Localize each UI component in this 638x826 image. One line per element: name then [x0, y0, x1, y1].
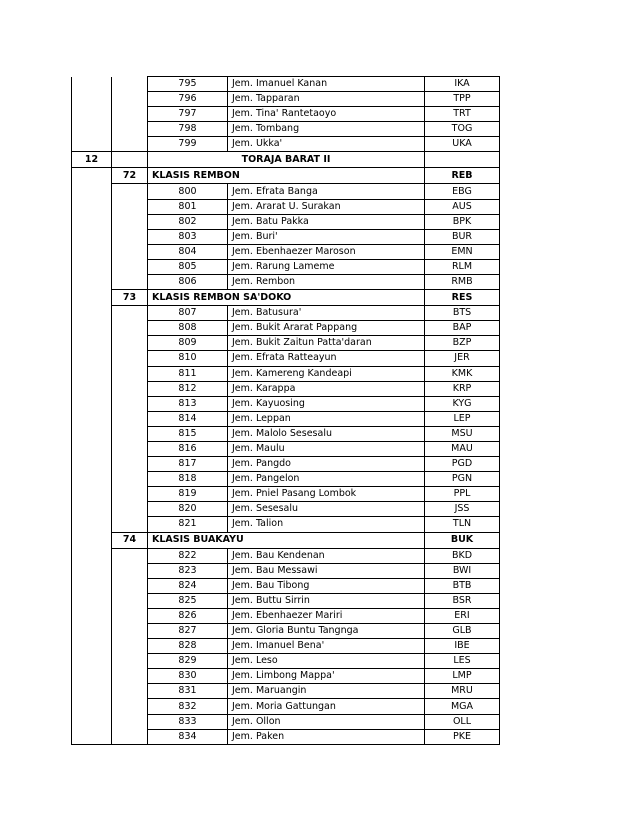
row-number: 829: [148, 654, 228, 669]
table-row: [72, 457, 500, 472]
congregation-code: TOG: [425, 122, 500, 137]
section-title: TORAJA BARAT II: [148, 152, 425, 168]
row-number: 795: [148, 77, 228, 92]
merge-cell-klasis: [112, 306, 148, 321]
merge-cell-region: [72, 608, 112, 623]
row-number: 825: [148, 593, 228, 608]
merge-cell-region: [72, 77, 112, 92]
congregation-name: Jem. Sesesalu: [228, 502, 425, 517]
merge-cell-klasis: [112, 214, 148, 229]
congregation-name: Jem. Imanuel Bena': [228, 639, 425, 654]
row-number: 828: [148, 639, 228, 654]
section-row: [72, 152, 500, 168]
congregation-name: Jem. Tapparan: [228, 92, 425, 107]
merge-cell-klasis: [112, 457, 148, 472]
merge-cell-region: [72, 502, 112, 517]
klasis-name: KLASIS REMBON SA'DOKO: [148, 290, 425, 306]
merge-cell-region: [72, 381, 112, 396]
row-number: 810: [148, 351, 228, 366]
klasis-name: KLASIS BUAKAYU: [148, 532, 425, 548]
congregation-name: Jem. Kayuosing: [228, 396, 425, 411]
congregation-name: Jem. Moria Gattungan: [228, 699, 425, 714]
table-row: [72, 336, 500, 351]
congregation-code: EBG: [425, 184, 500, 199]
congregation-name: Jem. Ollon: [228, 714, 425, 729]
table-row: [72, 77, 500, 92]
congregation-code: PGN: [425, 472, 500, 487]
table-row: [72, 411, 500, 426]
table-row: [72, 122, 500, 137]
congregation-name: Jem. Pangelon: [228, 472, 425, 487]
table-row: [72, 92, 500, 107]
merge-cell-klasis: [112, 654, 148, 669]
merge-cell-region: [72, 654, 112, 669]
congregation-code: BWI: [425, 563, 500, 578]
merge-cell-klasis: [112, 669, 148, 684]
congregation-name: Jem. Batu Pakka: [228, 214, 425, 229]
congregation-code: BTB: [425, 578, 500, 593]
merge-cell-klasis: [112, 472, 148, 487]
merge-cell-region: [72, 669, 112, 684]
merge-cell-klasis: [112, 351, 148, 366]
row-number: 809: [148, 336, 228, 351]
merge-cell-region: [72, 729, 112, 744]
congregation-code: KMK: [425, 366, 500, 381]
row-number: 820: [148, 502, 228, 517]
table-row: [72, 381, 500, 396]
merge-cell-region: [72, 199, 112, 214]
row-number: 804: [148, 244, 228, 259]
section-number: 12: [72, 152, 112, 168]
merge-cell-klasis: [112, 714, 148, 729]
merge-cell-klasis: [112, 321, 148, 336]
klasis-code: BUK: [425, 532, 500, 548]
merge-cell-region: [72, 366, 112, 381]
row-number: 813: [148, 396, 228, 411]
klasis-header-row: [72, 168, 500, 184]
merge-cell-region: [72, 275, 112, 290]
row-number: 805: [148, 259, 228, 274]
merge-cell-klasis: [112, 487, 148, 502]
merge-cell-klasis: [112, 137, 148, 152]
row-number: 802: [148, 214, 228, 229]
merge-cell-klasis: [112, 593, 148, 608]
table-row: [72, 184, 500, 199]
congregation-code: AUS: [425, 199, 500, 214]
congregation-code: BAP: [425, 321, 500, 336]
row-number: 830: [148, 669, 228, 684]
merge-cell-region: [72, 351, 112, 366]
congregation-name: Jem. Ebenhaezer Maroson: [228, 244, 425, 259]
row-number: 799: [148, 137, 228, 152]
row-number: 822: [148, 548, 228, 563]
congregation-name: Jem. Ukka': [228, 137, 425, 152]
table-row: [72, 107, 500, 122]
congregation-name: Jem. Karappa: [228, 381, 425, 396]
congregation-code: MSU: [425, 426, 500, 441]
merge-cell-klasis: [112, 396, 148, 411]
row-number: 824: [148, 578, 228, 593]
table-row: [72, 229, 500, 244]
table-row: [72, 684, 500, 699]
merge-cell-klasis: [112, 381, 148, 396]
congregation-name: Jem. Kamereng Kandeapi: [228, 366, 425, 381]
merge-cell-region: [72, 426, 112, 441]
table-row: [72, 472, 500, 487]
merge-cell-region: [72, 441, 112, 456]
merge-cell-klasis: [112, 608, 148, 623]
merge-cell-klasis: [112, 502, 148, 517]
congregation-name: Jem. Ebenhaezer Mariri: [228, 608, 425, 623]
congregation-name: Jem. Rembon: [228, 275, 425, 290]
congregation-code: JER: [425, 351, 500, 366]
congregation-code: BUR: [425, 229, 500, 244]
merge-cell-klasis: [112, 729, 148, 744]
merge-cell-klasis: [112, 639, 148, 654]
merge-cell-region: [72, 517, 112, 532]
merge-cell-region: [72, 107, 112, 122]
merge-cell-region: [72, 714, 112, 729]
row-number: 803: [148, 229, 228, 244]
table-row: [72, 275, 500, 290]
congregation-code: TLN: [425, 517, 500, 532]
row-number: 831: [148, 684, 228, 699]
table-row: [72, 593, 500, 608]
table-row: [72, 714, 500, 729]
church-register-table: [71, 76, 500, 745]
merge-cell-region: [72, 532, 112, 548]
table-body: [72, 77, 500, 745]
table-row: [72, 729, 500, 744]
row-number: 827: [148, 624, 228, 639]
merge-cell-klasis: [112, 229, 148, 244]
klasis-name: KLASIS REMBON: [148, 168, 425, 184]
congregation-code: BZP: [425, 336, 500, 351]
merge-cell-klasis: [112, 578, 148, 593]
table-row: [72, 654, 500, 669]
klasis-number: 72: [112, 168, 148, 184]
table-row: [72, 639, 500, 654]
klasis-code: RES: [425, 290, 500, 306]
congregation-name: Jem. Buttu Sirrin: [228, 593, 425, 608]
congregation-name: Jem. Bau Tibong: [228, 578, 425, 593]
congregation-code: MGA: [425, 699, 500, 714]
merge-cell-klasis: [112, 426, 148, 441]
table-row: [72, 426, 500, 441]
congregation-name: Jem. Batusura': [228, 306, 425, 321]
congregation-code: MAU: [425, 441, 500, 456]
congregation-code: KYG: [425, 396, 500, 411]
merge-cell-region: [72, 92, 112, 107]
merge-cell-region: [72, 472, 112, 487]
merge-cell-region: [72, 229, 112, 244]
table-row: [72, 396, 500, 411]
table-row: [72, 366, 500, 381]
table-row: [72, 259, 500, 274]
congregation-code: PKE: [425, 729, 500, 744]
congregation-name: Jem. Imanuel Kanan: [228, 77, 425, 92]
table-row: [72, 517, 500, 532]
congregation-name: Jem. Bau Messawi: [228, 563, 425, 578]
table-row: [72, 351, 500, 366]
section-code: [425, 152, 500, 168]
row-number: 797: [148, 107, 228, 122]
row-number: 811: [148, 366, 228, 381]
congregation-code: TRT: [425, 107, 500, 122]
table-row: [72, 137, 500, 152]
row-number: 819: [148, 487, 228, 502]
merge-cell-region: [72, 290, 112, 306]
table-row: [72, 608, 500, 623]
merge-cell-region: [72, 578, 112, 593]
merge-cell-region: [72, 699, 112, 714]
row-number: 814: [148, 411, 228, 426]
congregation-name: Jem. Gloria Buntu Tangnga: [228, 624, 425, 639]
table-row: [72, 699, 500, 714]
row-number: 834: [148, 729, 228, 744]
row-number: 823: [148, 563, 228, 578]
congregation-code: LEP: [425, 411, 500, 426]
congregation-code: LES: [425, 654, 500, 669]
merge-cell-klasis: [112, 275, 148, 290]
congregation-name: Jem. Efrata Banga: [228, 184, 425, 199]
congregation-code: RLM: [425, 259, 500, 274]
row-number: 821: [148, 517, 228, 532]
congregation-code: TPP: [425, 92, 500, 107]
merge-cell-klasis: [112, 548, 148, 563]
merge-cell-klasis: [112, 441, 148, 456]
congregation-code: LMP: [425, 669, 500, 684]
congregation-name: Jem. Maruangin: [228, 684, 425, 699]
merge-cell-region: [72, 396, 112, 411]
merge-cell-klasis: [112, 184, 148, 199]
table-row: [72, 487, 500, 502]
merge-cell-region: [72, 487, 112, 502]
congregation-name: Jem. Pangdo: [228, 457, 425, 472]
congregation-code: OLL: [425, 714, 500, 729]
merge-cell-klasis: [112, 411, 148, 426]
table-row: [72, 578, 500, 593]
table-row: [72, 624, 500, 639]
congregation-code: UKA: [425, 137, 500, 152]
merge-cell-region: [72, 259, 112, 274]
merge-cell-klasis: [112, 563, 148, 578]
congregation-code: MRU: [425, 684, 500, 699]
row-number: 816: [148, 441, 228, 456]
row-number: 798: [148, 122, 228, 137]
merge-cell-klasis: [112, 199, 148, 214]
klasis-header-row: [72, 532, 500, 548]
congregation-name: Jem. Paken: [228, 729, 425, 744]
merge-cell-region: [72, 411, 112, 426]
congregation-code: BKD: [425, 548, 500, 563]
congregation-name: Jem. Limbong Mappa': [228, 669, 425, 684]
merge-cell-klasis: [112, 244, 148, 259]
merge-cell-region: [72, 321, 112, 336]
merge-cell-klasis: [112, 107, 148, 122]
row-number: 815: [148, 426, 228, 441]
row-number: 826: [148, 608, 228, 623]
merge-cell-klasis: [112, 699, 148, 714]
merge-cell-region: [72, 137, 112, 152]
merge-cell-klasis: [112, 77, 148, 92]
merge-cell-region: [72, 168, 112, 184]
merge-cell-klasis: [112, 92, 148, 107]
row-number: 833: [148, 714, 228, 729]
merge-cell-region: [72, 336, 112, 351]
congregation-code: KRP: [425, 381, 500, 396]
row-number: 801: [148, 199, 228, 214]
congregation-code: ERI: [425, 608, 500, 623]
klasis-code: REB: [425, 168, 500, 184]
congregation-name: Jem. Ararat U. Surakan: [228, 199, 425, 214]
section-spacer: [112, 152, 148, 168]
row-number: 808: [148, 321, 228, 336]
congregation-code: RMB: [425, 275, 500, 290]
congregation-name: Jem. Maulu: [228, 441, 425, 456]
klasis-number: 74: [112, 532, 148, 548]
table-row: [72, 548, 500, 563]
table-row: [72, 244, 500, 259]
merge-cell-region: [72, 457, 112, 472]
table-row: [72, 306, 500, 321]
congregation-code: BSR: [425, 593, 500, 608]
congregation-name: Jem. Rarung Lameme: [228, 259, 425, 274]
merge-cell-klasis: [112, 259, 148, 274]
merge-cell-klasis: [112, 517, 148, 532]
congregation-name: Jem. Pniel Pasang Lombok: [228, 487, 425, 502]
congregation-code: EMN: [425, 244, 500, 259]
row-number: 800: [148, 184, 228, 199]
table-row: [72, 214, 500, 229]
merge-cell-region: [72, 593, 112, 608]
table-row: [72, 441, 500, 456]
congregation-code: BTS: [425, 306, 500, 321]
row-number: 807: [148, 306, 228, 321]
row-number: 812: [148, 381, 228, 396]
row-number: 806: [148, 275, 228, 290]
merge-cell-region: [72, 306, 112, 321]
congregation-code: GLB: [425, 624, 500, 639]
row-number: 817: [148, 457, 228, 472]
row-number: 832: [148, 699, 228, 714]
congregation-name: Jem. Leso: [228, 654, 425, 669]
row-number: 818: [148, 472, 228, 487]
table-row: [72, 502, 500, 517]
merge-cell-klasis: [112, 624, 148, 639]
congregation-name: Jem. Talion: [228, 517, 425, 532]
merge-cell-region: [72, 563, 112, 578]
congregation-name: Jem. Efrata Ratteayun: [228, 351, 425, 366]
congregation-code: JSS: [425, 502, 500, 517]
merge-cell-region: [72, 214, 112, 229]
merge-cell-klasis: [112, 336, 148, 351]
congregation-name: Jem. Buri': [228, 229, 425, 244]
congregation-name: Jem. Tina' Rantetaoyo: [228, 107, 425, 122]
congregation-name: Jem. Leppan: [228, 411, 425, 426]
table-row: [72, 321, 500, 336]
congregation-code: IBE: [425, 639, 500, 654]
congregation-name: Jem. Bau Kendenan: [228, 548, 425, 563]
merge-cell-region: [72, 624, 112, 639]
table-row: [72, 669, 500, 684]
congregation-code: PPL: [425, 487, 500, 502]
congregation-name: Jem. Tombang: [228, 122, 425, 137]
merge-cell-klasis: [112, 684, 148, 699]
merge-cell-klasis: [112, 122, 148, 137]
merge-cell-region: [72, 122, 112, 137]
klasis-number: 73: [112, 290, 148, 306]
merge-cell-region: [72, 639, 112, 654]
congregation-code: BPK: [425, 214, 500, 229]
merge-cell-region: [72, 184, 112, 199]
row-number: 796: [148, 92, 228, 107]
klasis-header-row: [72, 290, 500, 306]
congregation-code: PGD: [425, 457, 500, 472]
congregation-name: Jem. Malolo Sesesalu: [228, 426, 425, 441]
merge-cell-region: [72, 684, 112, 699]
table-row: [72, 563, 500, 578]
merge-cell-region: [72, 548, 112, 563]
table-row: [72, 199, 500, 214]
merge-cell-klasis: [112, 366, 148, 381]
congregation-code: IKA: [425, 77, 500, 92]
congregation-name: Jem. Bukit Zaitun Patta'daran: [228, 336, 425, 351]
merge-cell-region: [72, 244, 112, 259]
congregation-name: Jem. Bukit Ararat Pappang: [228, 321, 425, 336]
